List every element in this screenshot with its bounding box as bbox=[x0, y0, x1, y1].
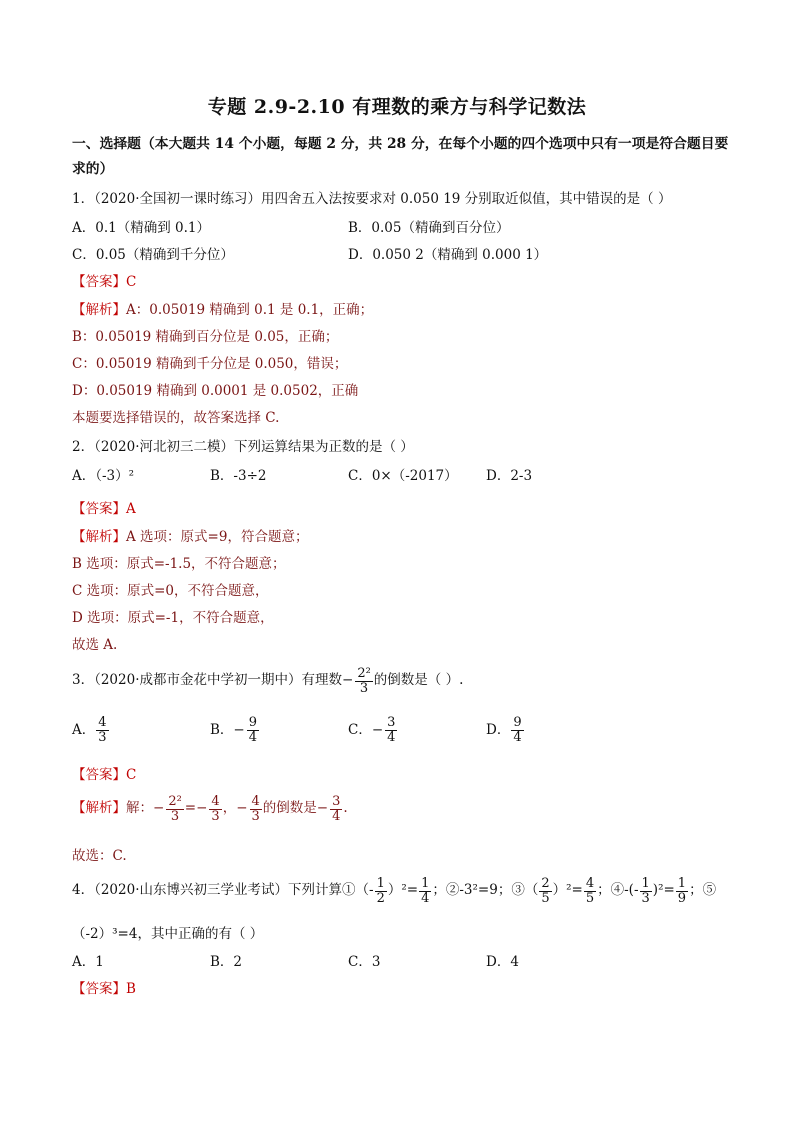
fraction-denominator: 3 bbox=[251, 808, 260, 824]
section-heading: 一、选择题（本大题共 14 个小题，每题 2 分，共 28 分，在每个小题的四个选项中只有一项是符合题目要 bbox=[72, 136, 729, 152]
q2-analysis-3: C 选项：原式=0，不符合题意， bbox=[72, 583, 269, 599]
q1-option-a: A．0.1（精确到 0.1） bbox=[72, 220, 210, 236]
q1-option-b: B．0.05（精确到百分位） bbox=[348, 220, 510, 236]
q1-analysis-3: C：0.05019 精确到千分位是 0.050，错误； bbox=[72, 356, 348, 372]
q4-answer: 【答案】B bbox=[72, 981, 136, 997]
q3-stem-end: 的倒数是（ ）. bbox=[373, 672, 464, 689]
fraction-denominator: 4 bbox=[332, 808, 341, 824]
fraction-denominator: 5 bbox=[585, 890, 595, 906]
minus-sign: − bbox=[371, 722, 384, 739]
fraction-numerator: 2² bbox=[168, 794, 182, 809]
fraction-numerator: 1 bbox=[421, 876, 430, 891]
q2-analysis-5: 故选 A. bbox=[72, 637, 118, 653]
q3-stem-fraction bbox=[355, 667, 372, 695]
q4-stem-part: ；④-(- bbox=[597, 882, 639, 899]
minus-sign: − bbox=[342, 672, 354, 689]
q2-option-b: B．-3÷2 bbox=[210, 468, 267, 484]
q3-analysis-separator: ， bbox=[222, 800, 237, 817]
fraction-numerator: 1 bbox=[376, 876, 385, 891]
fraction-denominator: 4 bbox=[248, 729, 258, 745]
q4-stem-part: ）²= bbox=[387, 882, 419, 899]
fraction-numerator: 1 bbox=[677, 876, 687, 891]
q4-stem bbox=[72, 877, 716, 905]
q4-stem-part: ；②-3²=9；③（ bbox=[432, 882, 539, 899]
q4-option-d: D．4 bbox=[486, 954, 519, 970]
fraction-numerator: 2 bbox=[541, 876, 550, 891]
q2-analysis-text: A 选项：原式=9，符合题意； bbox=[126, 529, 309, 545]
fraction-denominator: 3 bbox=[359, 680, 369, 696]
fraction-numerator: 1 bbox=[641, 876, 650, 891]
fraction-numerator: 4 bbox=[251, 794, 260, 809]
q2-analysis-tag: 【解析】 bbox=[72, 529, 126, 545]
q3-option-c-fraction bbox=[385, 716, 397, 744]
fraction-numerator: 9 bbox=[248, 715, 258, 730]
option-label: D． bbox=[486, 722, 511, 739]
fraction-denominator: 5 bbox=[541, 890, 550, 906]
fraction-denominator: 3 bbox=[211, 808, 220, 824]
q4-stem-part: )²= bbox=[652, 882, 675, 899]
q3-answer: 【答案】C bbox=[72, 767, 137, 783]
q2-option-c: C．0×（-2017） bbox=[348, 468, 458, 484]
q3-option-d bbox=[486, 716, 525, 744]
q2-answer: 【答案】A bbox=[72, 501, 136, 517]
q4-option-c: C．3 bbox=[348, 954, 381, 970]
fraction-denominator: 3 bbox=[98, 729, 107, 745]
q3-analysis-text: 的倒数是 bbox=[262, 800, 317, 817]
q3-conclusion: 故选：C. bbox=[72, 848, 127, 864]
q3-option-c bbox=[348, 716, 398, 744]
q4-fraction-1 bbox=[375, 877, 387, 905]
minus-sign: − bbox=[233, 722, 245, 739]
page-title: 专题 2.9-2.10 有理数的乘方与科学记数法 bbox=[207, 96, 587, 118]
q3-option-b-fraction bbox=[247, 716, 259, 744]
q4-stem-part: ）²= bbox=[552, 882, 583, 899]
q2-analysis-4: D 选项：原式=-1，不符合题意， bbox=[72, 610, 274, 626]
option-label: A． bbox=[72, 722, 96, 739]
option-label: C． bbox=[348, 722, 372, 739]
q4-fraction-2 bbox=[419, 877, 431, 905]
q2-stem: 2．（2020·河北初三二模）下列运算结果为正数的是（ ） bbox=[72, 439, 414, 455]
q4-fraction-5 bbox=[640, 877, 652, 905]
equals-sign: = bbox=[184, 800, 197, 817]
fraction-numerator: 2² bbox=[357, 666, 371, 681]
q1-analysis-tag: 【解析】 bbox=[72, 302, 126, 318]
q1-option-d: D．0.050 2（精确到 0.000 1） bbox=[348, 247, 548, 263]
q2-analysis-1 bbox=[72, 529, 308, 545]
q3-analysis-tag: 【解析】 bbox=[72, 800, 126, 817]
q4-fraction-3 bbox=[539, 877, 551, 905]
fraction-denominator: 4 bbox=[421, 890, 430, 906]
q3-analysis-fraction-3 bbox=[250, 795, 262, 823]
q1-analysis-1 bbox=[72, 302, 373, 318]
q4-stem-part: ；⑤ bbox=[689, 882, 717, 899]
fraction-numerator: 3 bbox=[332, 794, 341, 809]
q2-option-a: A．（-3）² bbox=[72, 468, 135, 484]
q1-analysis-4: D：0.05019 精确到 0.0001 是 0.0502，正确 bbox=[72, 383, 359, 399]
q2-option-d: D．2-3 bbox=[486, 468, 533, 484]
q4-option-a: A．1 bbox=[72, 954, 104, 970]
q4-option-b: B．2 bbox=[210, 954, 243, 970]
q2-analysis-2: B 选项：原式=-1.5，不符合题意； bbox=[72, 556, 286, 572]
minus-sign: − bbox=[153, 800, 165, 817]
fraction-denominator: 9 bbox=[677, 890, 687, 906]
fraction-numerator: 3 bbox=[387, 715, 396, 730]
fraction-denominator: 3 bbox=[641, 890, 650, 906]
q1-answer: 【答案】C bbox=[72, 274, 137, 290]
fraction-numerator: 9 bbox=[513, 715, 522, 730]
fraction-numerator: 4 bbox=[98, 715, 107, 730]
section-heading-cont: 求的） bbox=[72, 161, 114, 177]
q4-fraction-4 bbox=[584, 877, 596, 905]
fraction-numerator: 4 bbox=[211, 794, 220, 809]
minus-sign: − bbox=[236, 800, 248, 817]
q3-analysis-fraction-4 bbox=[330, 795, 342, 823]
q3-analysis-end: . bbox=[343, 800, 348, 817]
q3-stem-text: 3．（2020·成都市金花中学初一期中）有理数 bbox=[72, 672, 342, 689]
q3-option-b bbox=[210, 716, 260, 744]
q3-analysis-pre: 解： bbox=[126, 800, 153, 817]
q3-option-a bbox=[72, 716, 110, 744]
q1-analysis-5: 本题要选择错误的，故答案选择 C. bbox=[72, 410, 280, 426]
fraction-denominator: 3 bbox=[170, 808, 180, 824]
q1-analysis-text: A：0.05019 精确到 0.1 是 0.1，正确； bbox=[126, 302, 374, 318]
q3-analysis-fraction-2 bbox=[209, 795, 221, 823]
q3-analysis-fraction-1 bbox=[166, 795, 183, 823]
fraction-denominator: 4 bbox=[387, 729, 396, 745]
q3-option-d-fraction bbox=[511, 716, 523, 744]
q1-stem: 1．（2020·全国初一课时练习）用四舍五入法按要求对 0.050 19 分别取近似值，其中错误的是（ ） bbox=[72, 191, 672, 207]
option-label: B． bbox=[210, 722, 234, 739]
fraction-numerator: 4 bbox=[585, 876, 595, 891]
minus-sign: − bbox=[196, 800, 208, 817]
q3-option-a-fraction bbox=[96, 716, 108, 744]
q4-fraction-6 bbox=[676, 877, 688, 905]
q4-stem-line2: （-2）³=4，其中正确的有（ ） bbox=[72, 926, 264, 942]
fraction-denominator: 2 bbox=[376, 890, 385, 906]
q3-stem bbox=[72, 667, 463, 695]
q4-stem-text: 4．（2020·山东博兴初三学业考试）下列计算①（- bbox=[72, 882, 374, 899]
q1-option-c: C．0.05（精确到千分位） bbox=[72, 247, 234, 263]
minus-sign: − bbox=[316, 800, 329, 817]
fraction-denominator: 4 bbox=[513, 729, 522, 745]
q3-analysis bbox=[72, 795, 348, 823]
q1-analysis-2: B：0.05019 精确到百分位是 0.05，正确； bbox=[72, 329, 339, 345]
